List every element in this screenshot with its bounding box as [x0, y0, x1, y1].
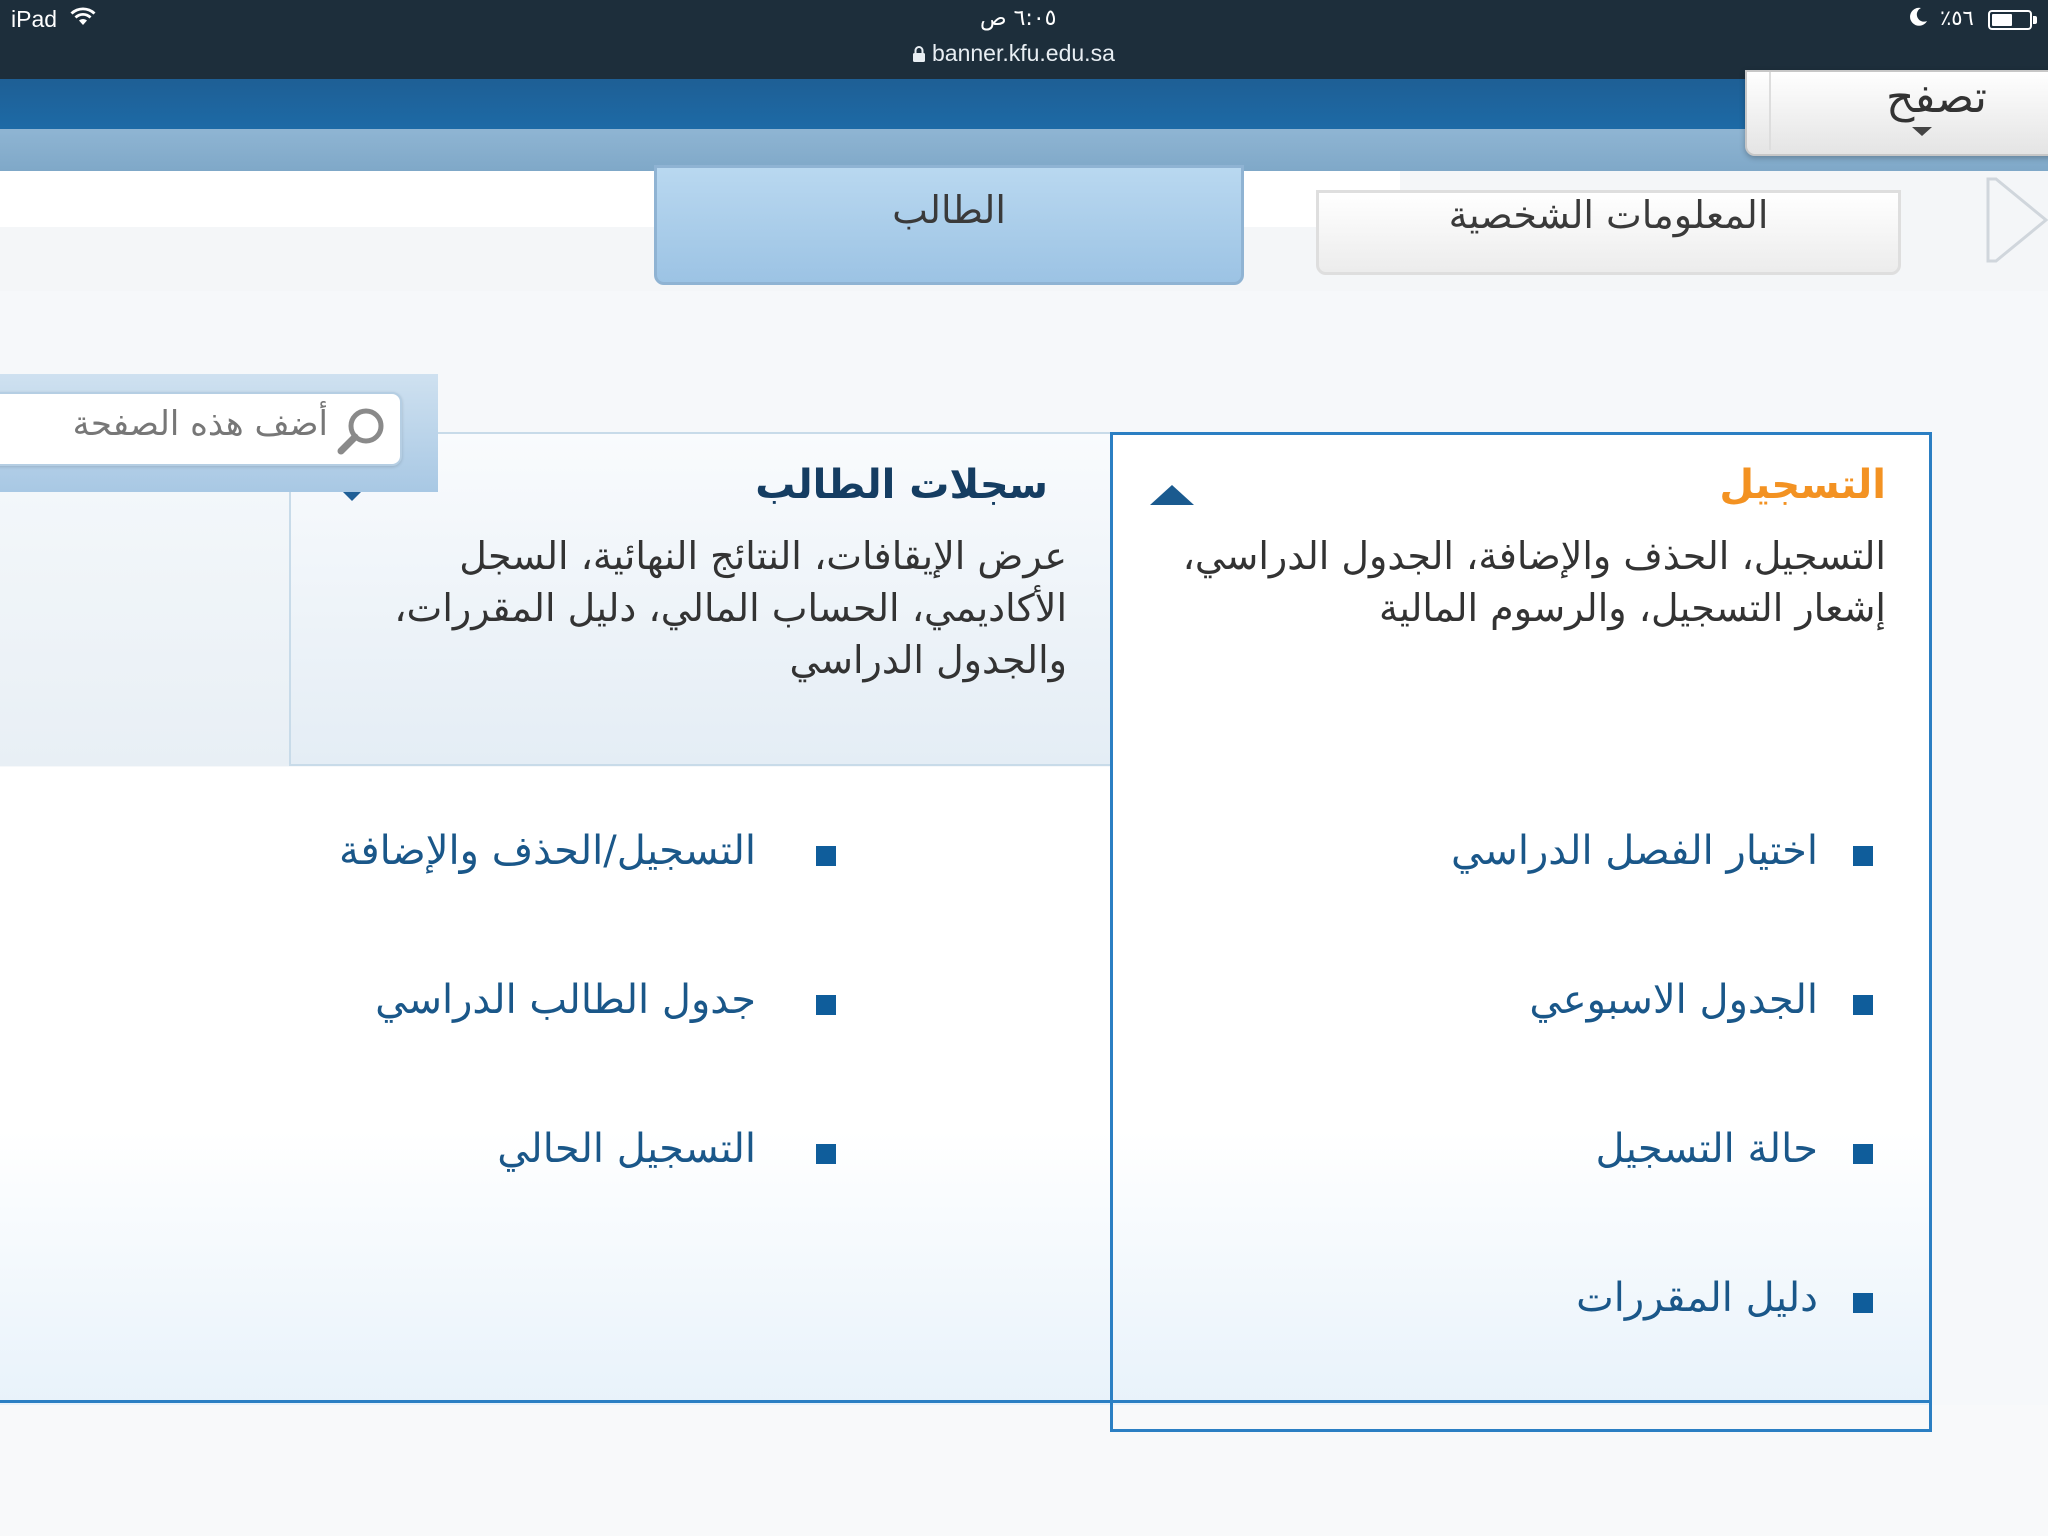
- lock-icon: [912, 45, 926, 63]
- link-label: جدول الطالب الدراسي: [375, 977, 756, 1023]
- battery-percent: ٥٦٪: [1940, 6, 1974, 30]
- tab-personal-info-label: المعلومات الشخصية: [1448, 193, 1769, 237]
- status-bar: [0, 0, 2048, 79]
- tab-scroll-arrow-icon[interactable]: [1984, 175, 2048, 265]
- url-text: banner.kfu.edu.sa: [932, 40, 1115, 66]
- bullet-icon: [816, 1144, 836, 1164]
- link-label: اختيار الفصل الدراسي: [1450, 828, 1818, 874]
- left-panel-background: [0, 492, 291, 766]
- link-label: الجدول الاسبوعي: [1529, 977, 1818, 1023]
- link-label: دليل المقررات: [1576, 1275, 1818, 1321]
- link-label: التسجيل/الحذف والإضافة: [339, 828, 756, 874]
- bullet-icon: [1853, 1144, 1873, 1164]
- battery-icon: [1988, 10, 2032, 30]
- student-records-title[interactable]: سجلات الطالب: [755, 462, 1048, 508]
- link-label: التسجيل الحالي: [497, 1126, 756, 1172]
- address-bar[interactable]: [912, 40, 1115, 67]
- tab-personal-info[interactable]: [1316, 190, 1901, 275]
- browse-menu-button[interactable]: [1745, 70, 2048, 156]
- tab-student[interactable]: [654, 165, 1244, 285]
- tab-student-label: الطالب: [892, 188, 1006, 232]
- wifi-icon: [70, 7, 96, 31]
- collapse-arrow-icon[interactable]: [1150, 485, 1194, 505]
- add-page-button[interactable]: [0, 392, 402, 466]
- browse-label: تصفح: [1885, 72, 1987, 123]
- student-records-description: عرض الإيقافات، النتائج النهائية، السجل الأكاديمي، الحساب المالي، دليل المقررات، والجدول الدراسي: [394, 534, 1067, 682]
- bullet-icon: [816, 995, 836, 1015]
- caret-down-icon: [343, 492, 361, 501]
- bullet-icon: [1853, 995, 1873, 1015]
- bullet-icon: [1853, 1293, 1873, 1313]
- moon-icon: [1907, 6, 1929, 32]
- site-header: [0, 79, 2048, 129]
- battery-fill: [1992, 14, 2012, 26]
- registration-title[interactable]: التسجيل: [1719, 462, 1886, 508]
- clock: ٦:٠٥ ص: [980, 6, 1057, 31]
- chevron-down-icon: [1912, 127, 1932, 136]
- add-page-label: أضف هذه الصفحة: [72, 404, 328, 444]
- add-page-widget: [0, 374, 438, 492]
- search-icon: [336, 406, 388, 460]
- link-label: حالة التسجيل: [1595, 1126, 1818, 1172]
- bullet-icon: [816, 846, 836, 866]
- device-name: iPad: [11, 6, 58, 32]
- bullet-icon: [1853, 846, 1873, 866]
- registration-description: التسجيل، الحذف والإضافة، الجدول الدراسي، إشعار التسجيل، والرسوم المالية: [1182, 534, 1886, 630]
